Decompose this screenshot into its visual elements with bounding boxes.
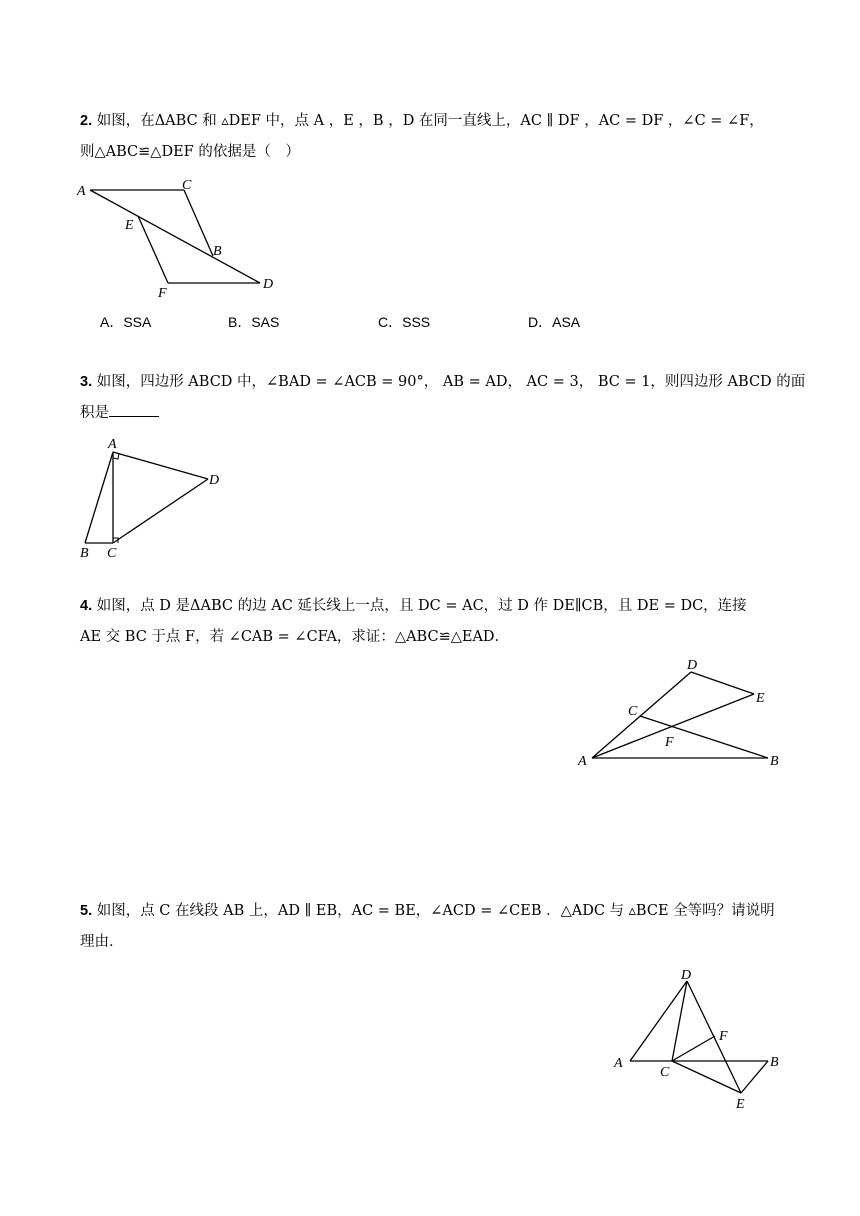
question-5-line-1 <box>80 896 785 927</box>
q5-label-a: A <box>614 1056 623 1071</box>
question-3-text-2: 积是 <box>80 405 109 421</box>
q4-segment-cb <box>640 716 768 758</box>
question-3-text-1: 如图，四边形 ABCD 中，∠BAD = ∠ACB = 90°， AB = AD， AC = 3， BC = 1，则四边形 ABCD 的面 <box>96 374 806 390</box>
q2-segment-ef <box>138 216 168 283</box>
q2-segment-cb <box>184 190 213 256</box>
q5-segment-dc <box>672 981 687 1061</box>
choice-b[interactable] <box>228 312 279 332</box>
question-5 <box>80 896 785 958</box>
question-5-figure <box>600 960 790 1115</box>
question-2 <box>80 106 785 168</box>
question-2-line-2: 则△ABC≌△DEF 的依据是（ ） <box>80 144 300 160</box>
question-4-line-2: AE 交 BC 于点 F，若 ∠CAB = ∠CFA，求证：△ABC≌△EAD． <box>80 629 510 645</box>
question-2-figure <box>70 170 290 305</box>
question-3 <box>80 367 806 429</box>
question-5-text-1: 如图，点 C 在线段 AB 上，AD ∥ EB，AC = BE，∠ACD = ∠CEB ．△ADC 与 ▵BCE 全等吗？请说明 <box>96 903 775 919</box>
choice-c-text: SSS <box>402 314 431 330</box>
q4-label-e: E <box>756 691 765 706</box>
choice-c[interactable] <box>378 312 430 332</box>
q4-label-d: D <box>687 658 698 673</box>
q3-segment-ad <box>113 452 208 479</box>
q4-label-a: A <box>578 754 587 769</box>
q4-segment-ad <box>592 672 691 758</box>
q3-label-b: B <box>80 546 89 561</box>
q2-label-f: F <box>158 286 167 301</box>
question-2-line-1 <box>80 106 785 137</box>
choice-d-text: ASA <box>552 314 581 330</box>
question-3-figure <box>70 432 240 562</box>
choice-c-letter: C． <box>378 314 403 330</box>
q3-label-a: A <box>108 437 117 452</box>
q2-label-a: A <box>77 184 86 199</box>
q4-label-f: F <box>665 735 674 750</box>
q4-label-c: C <box>628 704 638 719</box>
q2-segment-ad <box>90 190 260 283</box>
choice-a-text: SSA <box>123 314 152 330</box>
question-4 <box>80 591 785 653</box>
q2-label-e: E <box>125 218 134 233</box>
answer-blank[interactable] <box>109 398 159 417</box>
q5-segment-ad <box>630 981 687 1061</box>
q2-label-d: D <box>263 277 274 292</box>
q5-label-d: D <box>681 968 692 983</box>
choice-d[interactable] <box>528 312 580 332</box>
question-2-text-1: 如图，在ΔABC 和 ▵DEF 中，点 A ，E ，B ，D 在同一直线上，AC ∥ DF ，AC = DF ，∠C = ∠F， <box>96 113 764 129</box>
q3-label-c: C <box>107 546 117 561</box>
choice-a-letter: A． <box>100 314 124 330</box>
q4-label-b: B <box>770 754 779 769</box>
q4-segment-de <box>691 672 754 694</box>
question-3-line-2 <box>80 398 785 429</box>
q3-segment-ab <box>85 452 113 543</box>
question-4-text-1: 如图，点 D 是ΔABC 的边 AC 延长线上一点，且 DC = AC，过 D 作 DE∥CB，且 DE = DC，连接 <box>96 598 747 614</box>
question-3-line-1 <box>80 367 806 398</box>
choice-b-letter: B． <box>228 314 252 330</box>
q5-label-b: B <box>770 1055 779 1070</box>
choice-d-letter: D． <box>528 314 553 330</box>
q5-label-f: F <box>719 1029 728 1044</box>
q3-label-d: D <box>209 473 220 488</box>
question-5-line-2: 理由． <box>80 934 124 950</box>
question-4-figure <box>570 650 790 775</box>
question-2-number: 2. <box>80 113 93 129</box>
q3-segment-cd <box>113 479 208 543</box>
question-3-number: 3. <box>80 374 93 390</box>
q5-label-c: C <box>660 1065 670 1080</box>
q5-segment-ce <box>672 1061 741 1093</box>
choice-a[interactable] <box>100 312 151 332</box>
q5-segment-cf <box>672 1036 715 1061</box>
choice-b-text: SAS <box>251 314 280 330</box>
question-5-number: 5. <box>80 903 93 919</box>
q2-label-b: B <box>213 244 222 259</box>
q2-label-c: C <box>182 178 192 193</box>
question-4-number: 4. <box>80 598 93 614</box>
question-4-line-1 <box>80 591 785 622</box>
q5-label-e: E <box>736 1097 745 1112</box>
q5-segment-be <box>741 1061 768 1093</box>
